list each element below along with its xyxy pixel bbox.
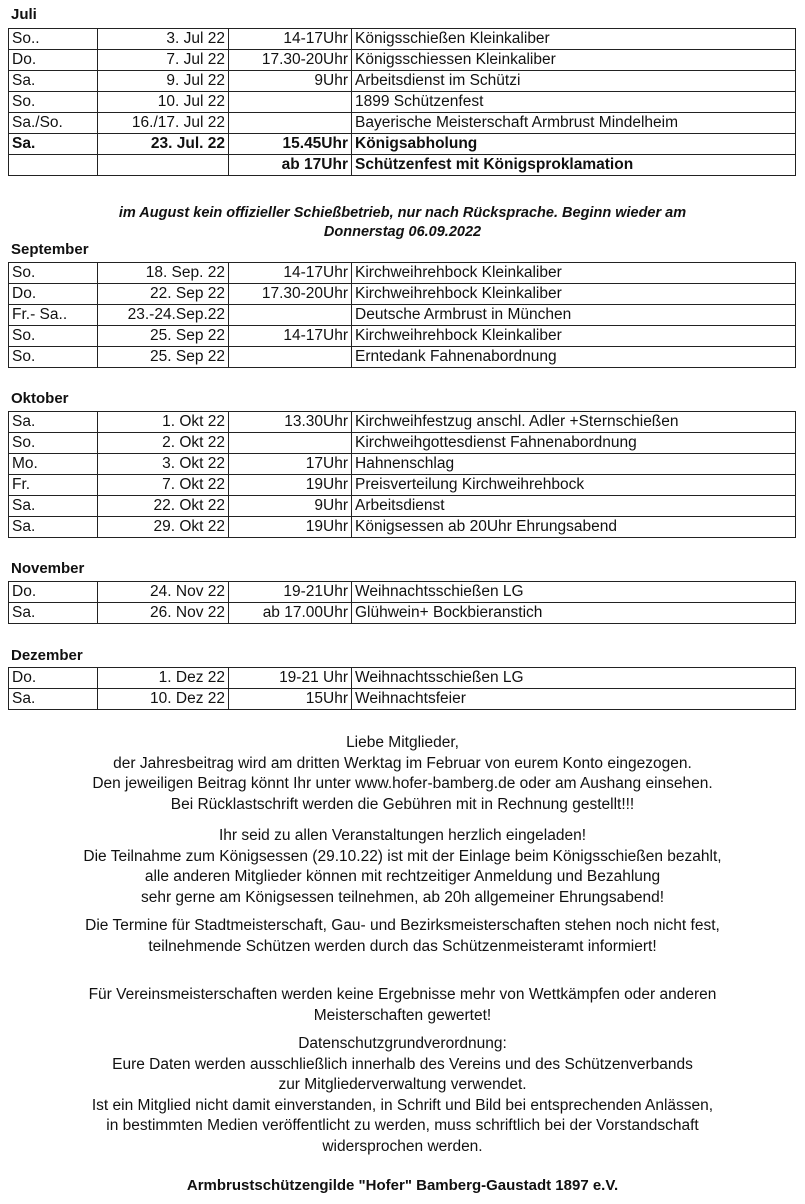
event-cell: Preisverteilung Kirchweihrehbock (352, 475, 796, 496)
event-cell: Kirchweihrehbock Kleinkaliber (352, 284, 796, 305)
day-cell: Sa. (9, 71, 98, 92)
table-row (9, 134, 796, 155)
date-cell: 18. Sep. 22 (98, 263, 229, 284)
table-row (9, 517, 796, 538)
august-note-line: im August kein offizieller Schießbetrieb, nur nach Rücksprache. Beginn wieder am (118, 205, 687, 221)
day-cell: Sa. (9, 412, 98, 433)
event-cell: 1899 Schützenfest (352, 92, 796, 113)
time-cell (229, 305, 352, 326)
date-cell: 3. Okt 22 (98, 454, 229, 475)
time-cell: 17.30-20Uhr (229, 284, 352, 305)
event-cell: Weihnachtsschießen LG (352, 668, 796, 689)
time-cell: 19Uhr (229, 475, 352, 496)
text-line: Eure Daten werden ausschließlich innerhalb des Vereins und des Schützenverbands (112, 1055, 693, 1073)
month-heading-juli: Juli (11, 6, 37, 23)
date-cell: 1. Okt 22 (98, 412, 229, 433)
table-row (9, 603, 796, 624)
date-cell: 7. Jul 22 (98, 50, 229, 71)
date-cell: 22. Sep 22 (98, 284, 229, 305)
text-line: Für Vereinsmeisterschaften werden keine Ergebnisse mehr von Wettkämpfen oder anderen (88, 986, 717, 1003)
day-cell: Fr. (9, 475, 98, 496)
table-row (9, 113, 796, 134)
time-cell: 15.45Uhr (229, 134, 352, 155)
table-row (9, 454, 796, 475)
event-cell: Kirchweihgottesdienst Fahnenabordnung (352, 433, 796, 454)
date-cell: 25. Sep 22 (98, 326, 229, 347)
table-row (9, 71, 796, 92)
table-row (9, 29, 796, 50)
date-cell: 22. Okt 22 (98, 496, 229, 517)
day-cell: So. (9, 433, 98, 454)
month-heading-oktober: Oktober (11, 390, 69, 407)
month-heading-dezember: Dezember (11, 647, 83, 664)
date-cell: 25. Sep 22 (98, 347, 229, 368)
event-cell: Königsessen ab 20Uhr Ehrungsabend (352, 517, 796, 538)
time-cell: ab 17.00Uhr (229, 603, 352, 624)
event-cell: Weihnachtsschießen LG (352, 582, 796, 603)
date-cell: 23. Jul. 22 (98, 134, 229, 155)
table-row (9, 668, 796, 689)
time-cell: ab 17Uhr (229, 155, 352, 176)
event-cell: Kirchweihrehbock Kleinkaliber (352, 326, 796, 347)
event-cell: Kirchweihfestzug anschl. Adler +Sternschießen (352, 412, 796, 433)
text-line: der Jahresbeitrag wird am dritten Werktag im Februar von eurem Konto eingezogen. (113, 754, 692, 772)
event-cell: Weihnachtsfeier (352, 689, 796, 710)
date-cell: 23.-24.Sep.22 (98, 305, 229, 326)
text-line: Die Teilnahme zum Königsessen (29.10.22) ist mit der Einlage beim Königsschießen bezahlt, (83, 847, 722, 865)
event-cell: Kirchweihrehbock Kleinkaliber (352, 263, 796, 284)
time-cell: 14-17Uhr (229, 263, 352, 284)
day-cell: So.. (9, 29, 98, 50)
data-protection-notice (0, 1034, 805, 1157)
month-heading-november: November (11, 560, 85, 577)
time-cell: 15Uhr (229, 689, 352, 710)
day-cell: So. (9, 326, 98, 347)
text-line: alle anderen Mitglieder können mit rechtzeitiger Anmeldung und Bezahlung (144, 868, 661, 885)
table-row (9, 50, 796, 71)
text-line: Bei Rücklastschrift werden die Gebühren mit in Rechnung gestellt!!! (170, 795, 635, 813)
date-cell: 10. Jul 22 (98, 92, 229, 113)
text-line: Den jeweiligen Beitrag könnt Ihr unter www.hofer-bamberg.de oder am Aushang einsehen. (92, 775, 713, 792)
day-cell: Do. (9, 50, 98, 71)
date-cell: 29. Okt 22 (98, 517, 229, 538)
day-cell: Sa. (9, 603, 98, 624)
time-cell: 9Uhr (229, 71, 352, 92)
time-cell: 19-21 Uhr (229, 668, 352, 689)
text-line: Ihr seid zu allen Veranstaltungen herzlich eingeladen! (218, 827, 587, 844)
invitation-notice (0, 826, 805, 908)
day-cell: Do. (9, 284, 98, 305)
schedule-table-oktober (8, 411, 796, 538)
text-line: in bestimmten Medien veröffentlicht zu werden, muss schriftlich bei der Vorstandschaft (106, 1117, 699, 1134)
date-cell: 3. Jul 22 (98, 29, 229, 50)
text-line: Ist ein Mitglied nicht damit einverstanden, in Schrift und Bild bei entsprechenden Anlässen, (91, 1096, 714, 1114)
day-cell: Sa. (9, 496, 98, 517)
text-line: teilnehmende Schützen werden durch das Schützenmeisteramt informiert! (148, 937, 657, 955)
date-cell (98, 155, 229, 176)
schedule-table-dezember (8, 667, 796, 710)
club-name-footer: Armbrustschützengilde "Hofer" Bamberg-Gaustadt 1897 e.V. (186, 1177, 619, 1194)
table-row (9, 284, 796, 305)
championship-dates-notice (0, 916, 805, 957)
date-cell: 24. Nov 22 (98, 582, 229, 603)
day-cell: Do. (9, 582, 98, 603)
time-cell (229, 347, 352, 368)
club-championship-notice (0, 985, 805, 1026)
event-cell: Arbeitsdienst im Schützi (352, 71, 796, 92)
event-cell: Arbeitsdienst (352, 496, 796, 517)
schedule-table-november (8, 581, 796, 624)
time-cell: 19-21Uhr (229, 582, 352, 603)
event-cell: Schützenfest mit Königsproklamation (352, 155, 796, 176)
text-line: zur Mitgliederverwaltung verwendet. (278, 1076, 527, 1093)
time-cell: 14-17Uhr (229, 29, 352, 50)
date-cell: 16./17. Jul 22 (98, 113, 229, 134)
month-heading-september: September (11, 241, 89, 258)
day-cell: Mo. (9, 454, 98, 475)
table-row (9, 433, 796, 454)
date-cell: 10. Dez 22 (98, 689, 229, 710)
text-line: Die Termine für Stadtmeisterschaft, Gau- und Bezirksmeisterschaften stehen noch nicht fest, (85, 917, 720, 934)
time-cell (229, 433, 352, 454)
event-cell: Erntedank Fahnenabordnung (352, 347, 796, 368)
text-line: widersprochen werden. (322, 1137, 483, 1155)
time-cell (229, 113, 352, 134)
event-cell: Deutsche Armbrust in München (352, 305, 796, 326)
time-cell: 13.30Uhr (229, 412, 352, 433)
time-cell: 14-17Uhr (229, 326, 352, 347)
event-cell: Bayerische Meisterschaft Armbrust Mindelheim (352, 113, 796, 134)
table-row (9, 475, 796, 496)
event-cell: Königsschießen Kleinkaliber (352, 29, 796, 50)
event-cell: Glühwein+ Bockbieranstich (352, 603, 796, 624)
text-line: Datenschutzgrundverordnung: (298, 1035, 507, 1052)
table-row (9, 263, 796, 284)
day-cell: So. (9, 263, 98, 284)
day-cell: Sa. (9, 689, 98, 710)
time-cell: 17.30-20Uhr (229, 50, 352, 71)
date-cell: 26. Nov 22 (98, 603, 229, 624)
table-row (9, 347, 796, 368)
table-row (9, 155, 796, 176)
date-cell: 1. Dez 22 (98, 668, 229, 689)
date-cell: 9. Jul 22 (98, 71, 229, 92)
time-cell: 9Uhr (229, 496, 352, 517)
table-row (9, 412, 796, 433)
table-row (9, 305, 796, 326)
time-cell: 17Uhr (229, 454, 352, 475)
day-cell: Do. (9, 668, 98, 689)
august-note-line: Donnerstag 06.09.2022 (323, 224, 482, 240)
text-line: Liebe Mitglieder, (346, 734, 459, 751)
text-line: sehr gerne am Königsessen teilnehmen, ab 20h allgemeiner Ehrungsabend! (140, 888, 665, 906)
table-row (9, 582, 796, 603)
day-cell: Fr.- Sa.. (9, 305, 98, 326)
time-cell (229, 92, 352, 113)
time-cell: 19Uhr (229, 517, 352, 538)
schedule-table-juli (8, 28, 796, 176)
august-note (0, 204, 805, 242)
day-cell: So. (9, 347, 98, 368)
day-cell: Sa. (9, 134, 98, 155)
table-row (9, 92, 796, 113)
date-cell: 2. Okt 22 (98, 433, 229, 454)
event-cell: Hahnenschlag (352, 454, 796, 475)
schedule-table-september (8, 262, 796, 368)
date-cell: 7. Okt 22 (98, 475, 229, 496)
table-row (9, 689, 796, 710)
membership-fee-notice (0, 733, 805, 815)
text-line: Meisterschaften gewertet! (313, 1006, 492, 1024)
table-row (9, 496, 796, 517)
table-row (9, 326, 796, 347)
day-cell: Sa./So. (9, 113, 98, 134)
event-cell: Königsschiessen Kleinkaliber (352, 50, 796, 71)
event-cell: Königsabholung (352, 134, 796, 155)
day-cell: So. (9, 92, 98, 113)
day-cell: Sa. (9, 517, 98, 538)
day-cell (9, 155, 98, 176)
